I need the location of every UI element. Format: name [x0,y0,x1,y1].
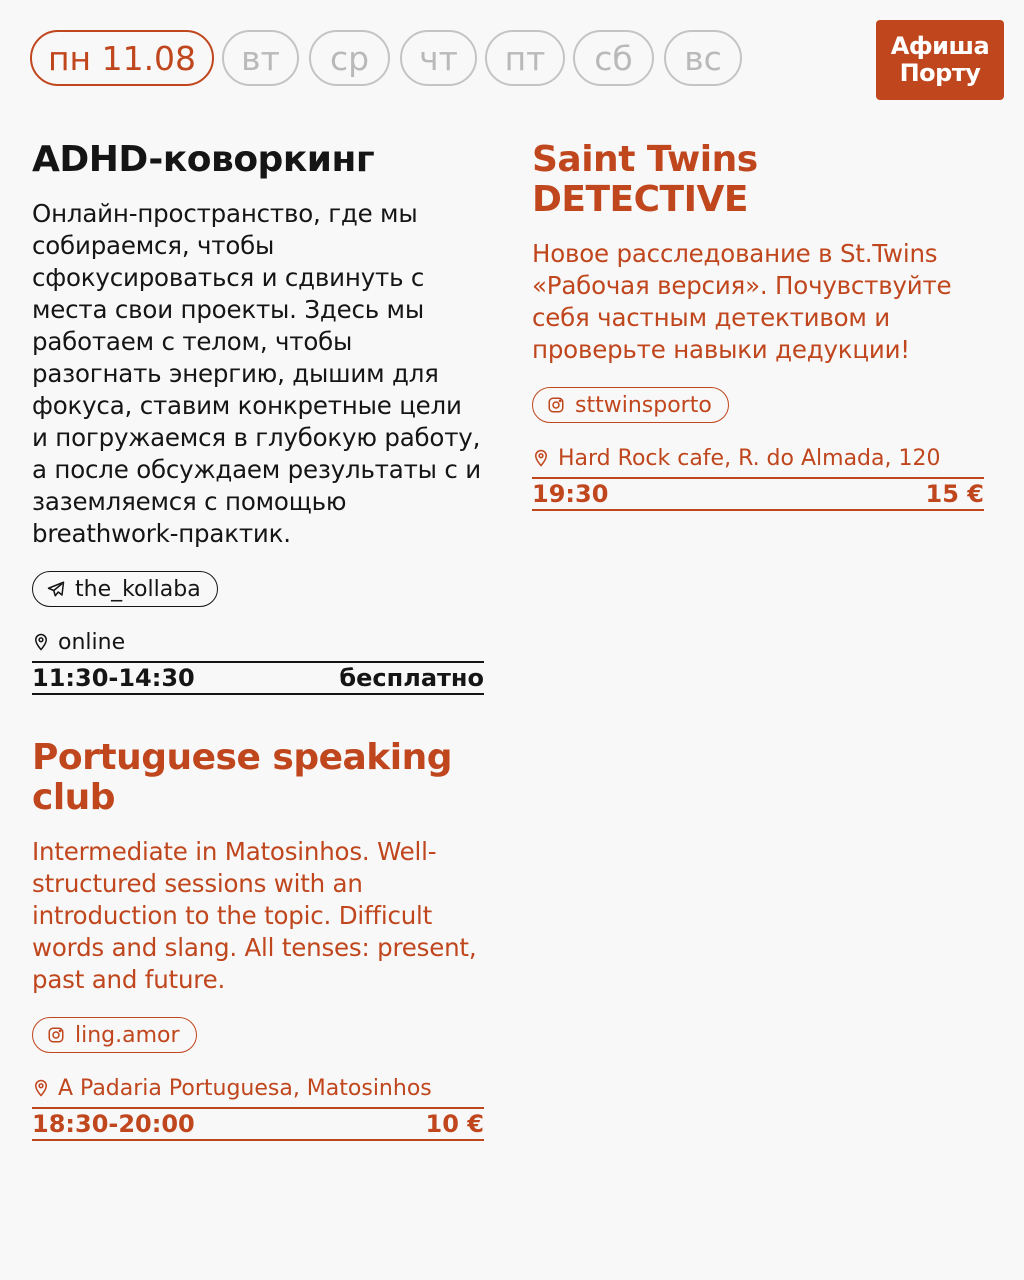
instagram-icon [47,1026,65,1044]
event-title: Portuguese speaking club [32,737,452,818]
instagram-handle-tag[interactable] [32,1017,197,1053]
event-price: 10 € [425,1110,484,1138]
handle-text: the_kollaba [75,576,201,602]
day-tab-thursday[interactable]: чт [400,30,477,86]
day-tab-monday[interactable]: пн 11.08 [30,30,214,86]
day-tab-sunday[interactable]: вс [664,30,742,86]
map-pin-icon [532,448,550,468]
day-tab-friday[interactable]: пт [485,30,565,86]
event-card-portuguese-speaking-club [32,738,484,1141]
instagram-icon [547,396,565,414]
event-description: Новое расследование в St.Twins «Рабочая версия». Почувствуйте себя частным детективом и проверьте навыки дедукции! [532,239,952,364]
event-time-price [32,1107,484,1141]
event-price: 15 € [925,480,984,508]
event-card-saint-twins [532,140,984,511]
location-text: Hard Rock cafe, R. do Almada, 120 [558,445,941,471]
event-time: 18:30-20:00 [32,1110,195,1138]
day-tab-wednesday[interactable]: ср [309,30,390,86]
event-title: ADHD-коворкинг [32,139,375,180]
event-title: Saint Twins DETECTIVE [532,139,758,220]
location-text: A Padaria Portuguesa, Matosinhos [58,1075,432,1101]
event-time-price [532,477,984,511]
logo-line-1: Афиша [890,32,990,60]
location-text: online [58,629,126,655]
telegram-icon [47,580,65,598]
day-tab-tuesday[interactable]: вт [222,30,299,86]
event-location [532,443,984,473]
event-price: бесплатно [339,664,484,692]
afisha-porto-logo [876,20,1004,100]
day-tab-saturday[interactable]: сб [573,30,654,86]
event-location [32,1073,484,1103]
handle-text: ling.amor [75,1022,180,1048]
event-location [32,627,484,657]
event-description: Онлайн-пространство, где мы собираемся, чтобы сфокусироваться и сдвинуть с места свои проекты. Здесь мы работаем с телом, чтобы разогнать энергию, дышим для фокуса, ставим конкретные цели и погружаемся в глубокую работу, а после обсуждаем результаты с и заземляемся с помощью breathwork-практик. [32,199,481,548]
event-description: Intermediate in Matosinhos. Well-structured sessions with an introduction to the topic. Difficult words and slang. All tenses: present, past and future. [32,837,477,994]
logo-line-2: Порту [899,59,981,87]
handle-text: sttwinsporto [575,392,712,418]
map-pin-icon [32,1078,50,1098]
map-pin-icon [32,632,50,652]
event-card-adhd-coworking [32,140,484,695]
event-time: 11:30-14:30 [32,664,195,692]
telegram-handle-tag[interactable] [32,571,218,607]
instagram-handle-tag[interactable] [532,387,729,423]
event-time-price [32,661,484,695]
event-time: 19:30 [532,480,609,508]
